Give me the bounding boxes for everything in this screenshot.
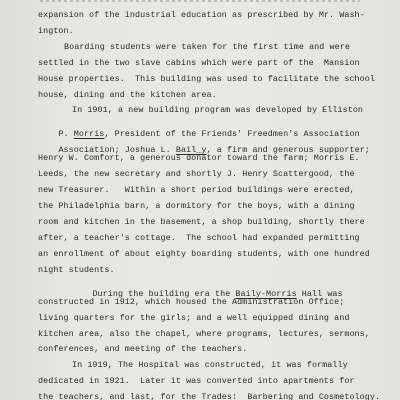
underlined-name-baily: Bail_y <box>175 145 207 156</box>
text-line-1: ington. <box>38 26 74 36</box>
text-line-19: living quarters for the girls; and a well equipped dining and <box>38 313 350 323</box>
underlined-hall-name: Baily-Morris <box>235 289 297 300</box>
text-line-24: the teachers, and last, for the Trades: Barbering and Cosmetology. <box>38 392 381 400</box>
text-line-18: constructed in 1912, which housed the Administration Office; <box>38 297 345 307</box>
text-line-14: after, a teacher's cottage. The school had expanded permitting <box>38 233 360 243</box>
line-17-suffix: Hall was <box>296 289 343 300</box>
text-line-0: expansion of the industrial education as prescribed by Mr. Wash- <box>38 10 365 20</box>
text-line-5: house, dining and the kitchen area. <box>38 90 217 100</box>
text-line-23: dedicated in 1921. Later it was converted into apartments for <box>38 376 355 386</box>
text-line-3: settled in the two slave cabins which were part of the Mansion <box>38 58 360 68</box>
text-line-10: Leeds, the new secretary and shortly J. Henry Scattergood, the <box>38 169 355 179</box>
text-line-22: In 1919, The Hospital was constructed, it was formally <box>72 360 348 370</box>
underlined-name-morris: Morris <box>73 129 105 140</box>
text-line-15: an enrollment of about eighty boarding students, with one hundred <box>38 249 370 259</box>
text-line-9: Henry W. Comfort, a generous donator toward the farm; Morris E. <box>38 153 360 163</box>
line-17-prefix: During the building era the <box>92 289 236 300</box>
text-line-11: new Treasurer. Within a short period buildings were erected, <box>38 185 355 195</box>
text-line-2: Boarding students were taken for the first time and were <box>64 42 350 52</box>
line-8-suffix: , a firm and generous supporter; <box>206 145 370 156</box>
text-line-12: the Philadelphia barn, a dormitory for the boys, with a dining <box>38 201 355 211</box>
text-line-13: room and kitchen in the basement, a shop building, shortly there <box>38 217 365 227</box>
line-7-suffix: , President of the Friends' Freedmen's Association <box>104 129 360 140</box>
text-line-16: night students. <box>38 265 115 275</box>
line-7-prefix: P. <box>58 129 74 140</box>
line-8-prefix: Association; Joshua L. <box>58 145 176 156</box>
text-line-20: kitchen area, also the chapel, where programs, lectures, sermons, <box>38 329 370 339</box>
text-line-6: In 1901, a new building program was developed by Elliston <box>72 105 364 115</box>
text-line-4: House properties. This building was used to facilitate the school <box>38 74 375 84</box>
text-line-21: conferences, and meeting of the teachers. <box>38 344 248 354</box>
cut-off-top-line <box>40 0 360 2</box>
